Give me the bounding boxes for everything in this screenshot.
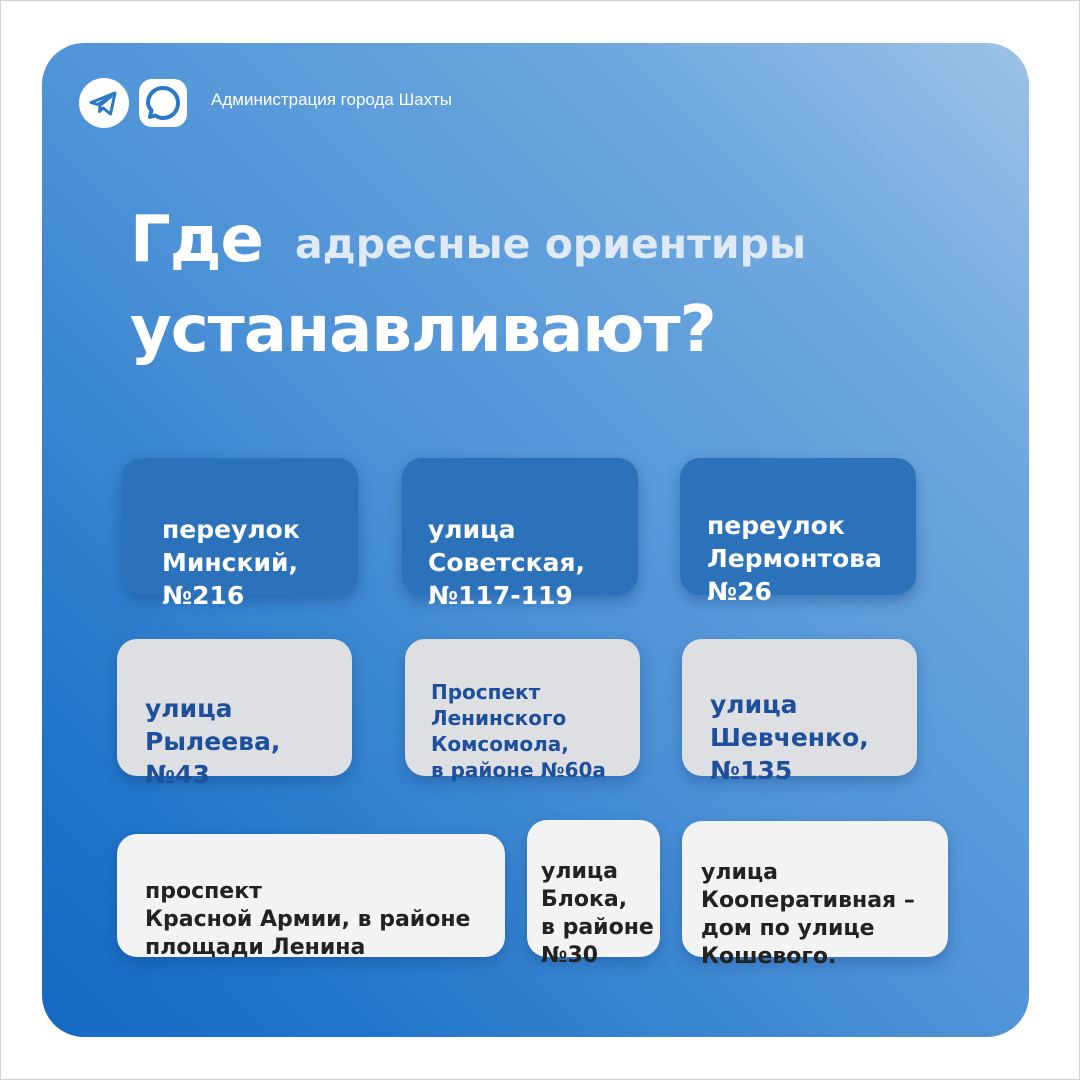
location-tile bbox=[682, 639, 917, 785]
location-tile bbox=[402, 458, 638, 610]
max-messenger-icon[interactable] bbox=[139, 79, 187, 127]
location-text: улица Блока, в районе №30 bbox=[541, 859, 654, 968]
title-subject: адресные ориентиры bbox=[295, 220, 807, 268]
info-card bbox=[42, 43, 1029, 1037]
location-text: переулок Минский, №216 bbox=[162, 515, 300, 610]
location-tile bbox=[682, 821, 948, 969]
location-tile bbox=[117, 639, 352, 789]
location-tile bbox=[122, 458, 358, 610]
location-tile bbox=[527, 820, 660, 968]
location-text: улица Кооперативная – дом по улице Кошевого. bbox=[701, 860, 915, 969]
location-tile bbox=[405, 639, 640, 782]
location-text: улица Шевченко, №135 bbox=[710, 690, 869, 785]
location-text: улица Рылеева, №43 bbox=[145, 694, 281, 789]
title-where: Где bbox=[130, 203, 263, 277]
location-text: Проспект Ленинского Комсомола, в районе №60а bbox=[431, 680, 606, 782]
telegram-icon[interactable] bbox=[79, 78, 129, 128]
organization-name: Администрация города Шахты bbox=[211, 90, 452, 109]
location-tile bbox=[680, 458, 916, 606]
location-text: проспект Красной Армии, в районе площади Ленина bbox=[145, 879, 471, 960]
location-tile bbox=[117, 834, 505, 960]
location-text: переулок Лермонтова №26 bbox=[707, 511, 882, 606]
title-installed: устанавливают? bbox=[130, 293, 716, 367]
location-text: улица Советская, №117-119 bbox=[428, 515, 585, 610]
